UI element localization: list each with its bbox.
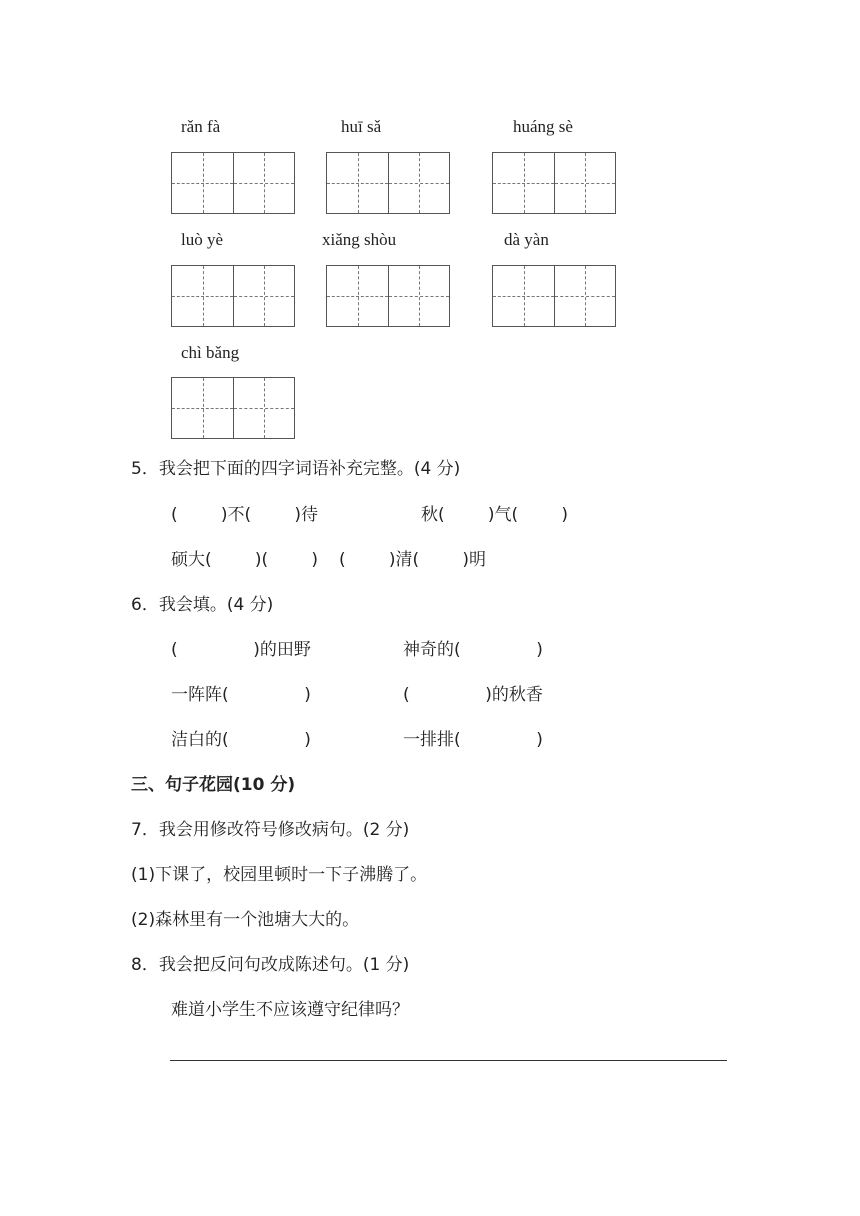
fill-blank[interactable]: ( )的秋香 bbox=[403, 685, 543, 705]
writing-grid[interactable] bbox=[326, 152, 450, 214]
fill-blank[interactable]: 一排排( ) bbox=[403, 730, 543, 750]
pinyin-label: rǎn fà bbox=[181, 117, 221, 136]
pinyin-label: chì bǎng bbox=[181, 343, 240, 362]
idiom-blank[interactable]: ( )不( )待 bbox=[171, 505, 318, 525]
writing-grid[interactable] bbox=[171, 377, 295, 439]
question-8-title: 8．我会把反问句改成陈述句。(1 分) bbox=[131, 955, 410, 975]
pinyin-label: dà yàn bbox=[504, 230, 549, 249]
writing-grid[interactable] bbox=[171, 152, 295, 214]
writing-grid[interactable] bbox=[171, 265, 295, 327]
fill-blank[interactable]: 一阵阵( ) bbox=[171, 685, 311, 705]
pinyin-label: luò yè bbox=[181, 230, 224, 249]
sentence-item: (1)下课了，校园里顿时一下子沸腾了。 bbox=[131, 865, 428, 885]
pinyin-label: xiǎng shòu bbox=[322, 230, 397, 249]
section-heading: 三、句子花园(10 分) bbox=[131, 775, 296, 795]
idiom-blank[interactable]: ( )清( )明 bbox=[339, 550, 486, 570]
sentence-item: (2)森林里有一个池塘大大的。 bbox=[131, 910, 360, 930]
question-6-title: 6．我会填。(4 分) bbox=[131, 595, 274, 615]
fill-blank[interactable]: ( )的田野 bbox=[171, 640, 311, 660]
pinyin-label: huáng sè bbox=[513, 117, 573, 136]
answer-line[interactable] bbox=[170, 1060, 727, 1061]
idiom-blank[interactable]: 硕大( )( ) bbox=[171, 550, 318, 570]
writing-grid[interactable] bbox=[492, 265, 616, 327]
writing-grid[interactable] bbox=[492, 152, 616, 214]
question-5-title: 5．我会把下面的四字词语补充完整。(4 分) bbox=[131, 459, 461, 479]
question-7-title: 7．我会用修改符号修改病句。(2 分) bbox=[131, 820, 410, 840]
pinyin-label: huī sǎ bbox=[341, 117, 382, 136]
fill-blank[interactable]: 洁白的( ) bbox=[171, 730, 311, 750]
fill-blank[interactable]: 神奇的( ) bbox=[403, 640, 543, 660]
idiom-blank[interactable]: 秋( )气( ) bbox=[421, 505, 568, 525]
sentence-item: 难道小学生不应该遵守纪律吗？ bbox=[171, 1000, 409, 1020]
writing-grid[interactable] bbox=[326, 265, 450, 327]
